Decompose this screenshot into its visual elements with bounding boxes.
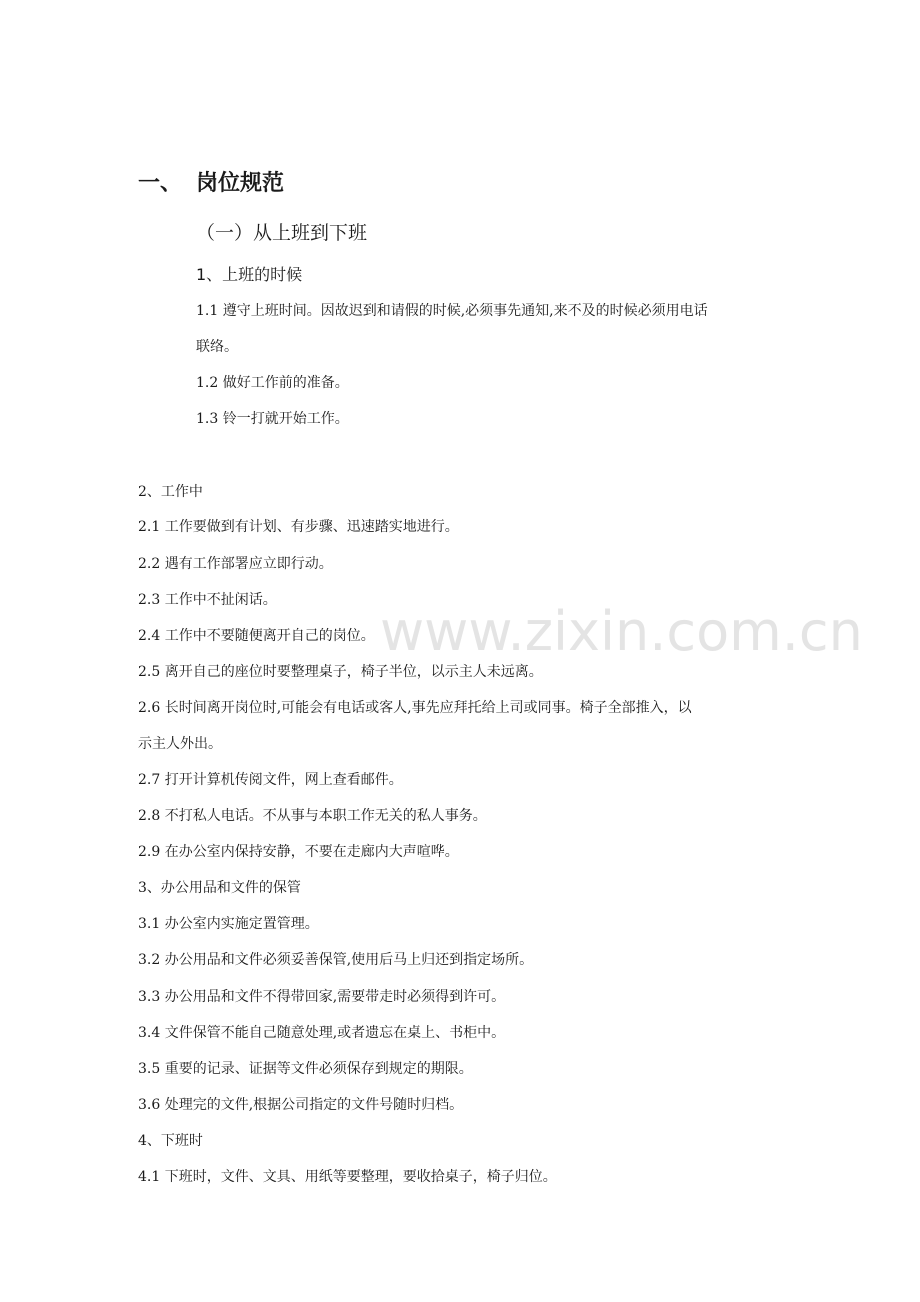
list-item: 2.8 不打私人电话。不从事与本职工作无关的私人事务。 <box>138 808 487 824</box>
list-item: 2.3 工作中不扯闲话。 <box>138 592 277 608</box>
section2-title: 2、工作中 <box>138 484 203 500</box>
section3-title: 3、办公用品和文件的保管 <box>138 880 301 896</box>
list-item: 2.7 打开计算机传阅文件，网上查看邮件。 <box>138 772 403 788</box>
section4-title: 4、下班时 <box>138 1133 203 1149</box>
list-item: 3.4 文件保管不能自己随意处理,或者遗忘在桌上、书柜中。 <box>138 1025 506 1041</box>
list-item: 2.1 工作要做到有计划、有步骤、迅速踏实地进行。 <box>138 519 459 535</box>
section-heading <box>138 168 284 200</box>
list-item: 3.1 办公室内实施定置管理。 <box>138 916 319 932</box>
list-item: 2.5 离开自己的座位时要整理桌子，椅子半位，以示主人未远离。 <box>138 664 543 680</box>
list-item: 联络。 <box>196 339 238 355</box>
subheading: （一）从上班到下班 <box>196 222 368 244</box>
list-item: 1.1 遵守上班时间。因故迟到和请假的时候,必须事先通知,来不及的时候必须用电话 <box>196 303 708 319</box>
list-item: 3.5 重要的记录、证据等文件必须保存到规定的期限。 <box>138 1061 473 1077</box>
heading-number: 一、 <box>138 171 183 196</box>
list-item: 3.6 处理完的文件,根据公司指定的文件号随时归档。 <box>138 1097 464 1113</box>
list-item: 示主人外出。 <box>138 736 222 752</box>
list-item: 2.6 长时间离开岗位时,可能会有电话或客人,事先应拜托给上司或同事。椅子全部推入，以 <box>138 700 692 716</box>
list-item: 2.2 遇有工作部署应立即行动。 <box>138 556 333 572</box>
watermark-text: www.zixin.com.cn <box>380 600 863 663</box>
list-item: 2.9 在办公室内保持安静，不要在走廊内大声喧哗。 <box>138 844 459 860</box>
list-item: 3.2 办公用品和文件必须妥善保管,使用后马上归还到指定场所。 <box>138 952 534 968</box>
list-item: 1.3 铃一打就开始工作。 <box>196 411 349 427</box>
list-item: 2.4 工作中不要随便离开自己的岗位。 <box>138 628 375 644</box>
list-item: 3.3 办公用品和文件不得带回家,需要带走时必须得到许可。 <box>138 989 506 1005</box>
list-item: 4.1 下班时，文件、文具、用纸等要整理，要收拾桌子，椅子归位。 <box>138 1169 557 1185</box>
list-item: 1.2 做好工作前的准备。 <box>196 375 349 391</box>
heading-title: 岗位规范 <box>196 171 285 196</box>
section1-title: 1、上班的时候 <box>196 265 303 284</box>
